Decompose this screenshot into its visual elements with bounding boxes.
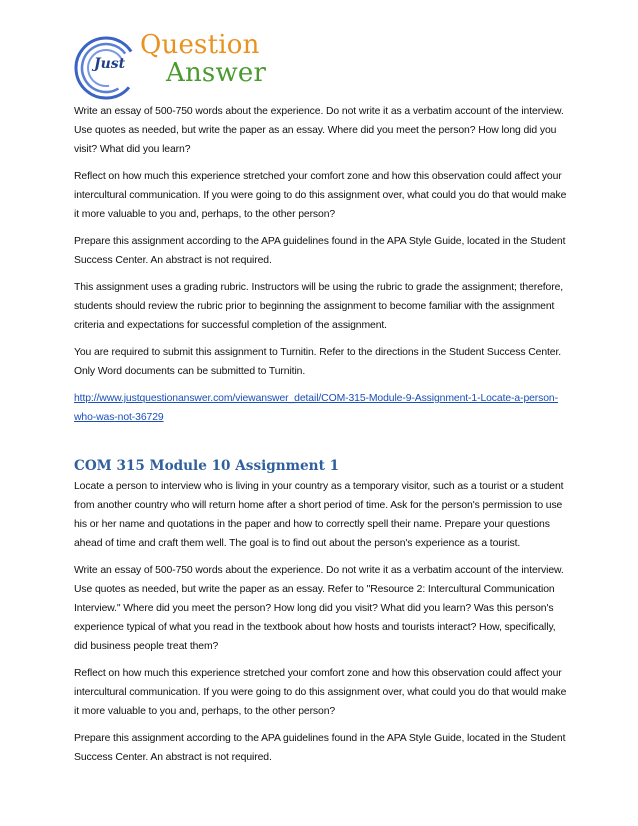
paragraph: Write an essay of 500-750 words about the experience. Do not write it as a verbatim account of the interview. Use quotes as needed, but write the paper as an essay. Refer to "Resource 2: Intercultural Communication Interview." Where did you meet the person? How long did you visit? What did you learn? Was this person's experience typical of what you read in the textbook about how hosts and tourists interact? How, specifically, did business people treat them?	[74, 565, 564, 652]
logo-just-text: Just	[94, 56, 126, 72]
paragraph: Write an essay of 500-750 words about the experience. Do not write it as a verbatim account of the interview. Use quotes as needed, but write the paper as an essay. Where did you meet the person? How long did you visit? What did you learn?	[74, 106, 564, 155]
assignment-link[interactable]: http://www.justquestionanswer.com/viewanswer_detail/COM-315-Module-9-Assignment-1-Locate-a-person-who-was-not-36729	[74, 393, 558, 423]
paragraph: Locate a person to interview who is living in your country as a temporary visitor, such as a tourist or a student from another country who will return home after a short period of time. Ask for the person's permission to use his or her name and quotations in the paper and how to correctly spell their name. Prepare your questions ahead of time and craft them well. The goal is to find out about the person's experience as a tourist.	[74, 481, 564, 549]
logo-question-text: Question	[140, 30, 260, 60]
paragraph: Reflect on how much this experience stretched your comfort zone and how this observation could affect your intercultural communication. If you were going to do this assignment over, what could you do that would make it more valuable to you and, perhaps, to the other person?	[74, 668, 567, 717]
logo-answer-text: Answer	[166, 58, 267, 88]
document-body	[74, 102, 568, 775]
site-logo	[74, 30, 274, 102]
paragraph: This assignment uses a grading rubric. Instructors will be using the rubric to grade the assignment; therefore, students should review the rubric prior to beginning the assignment to become familiar with the assignment criteria and expectations for successful completion of the assignment.	[74, 282, 564, 331]
section-heading: COM 315 Module 10 Assignment 1	[74, 458, 340, 474]
link-paragraph	[74, 389, 568, 427]
paragraph: Prepare this assignment according to the APA guidelines found in the APA Style Guide, located in the Student Success Center. An abstract is not required.	[74, 733, 566, 763]
paragraph: Reflect on how much this experience stretched your comfort zone and how this observation could affect your intercultural communication. If you were going to do this assignment over, what could you do that would make it more valuable to you and, perhaps, to the other person?	[74, 171, 567, 220]
paragraph: Prepare this assignment according to the APA guidelines found in the APA Style Guide, located in the Student Success Center. An abstract is not required.	[74, 236, 566, 266]
paragraph: You are required to submit this assignment to Turnitin. Refer to the directions in the Student Success Center. Only Word documents can be submitted to Turnitin.	[74, 347, 562, 377]
